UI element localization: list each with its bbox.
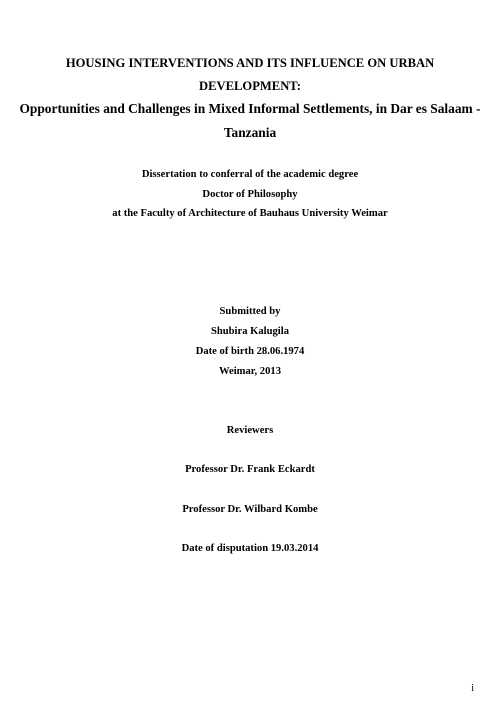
degree-line-3: at the Faculty of Architecture of Bauhaus University Weimar	[112, 208, 388, 219]
subtitle-line-1: Opportunities and Challenges in Mixed Informal Settlements, in Dar es Salaam -	[19, 101, 481, 116]
disputation-date: Date of disputation 19.03.2014	[181, 543, 319, 554]
reviewers-heading: Reviewers	[226, 425, 274, 436]
page-number: i	[471, 683, 474, 694]
reviewer-1: Professor Dr. Frank Eckardt	[185, 464, 315, 475]
place-year: Weimar, 2013	[219, 366, 281, 377]
title-line-2: DEVELOPMENT:	[199, 79, 301, 93]
reviewer-2: Professor Dr. Wilbard Kombe	[182, 504, 318, 515]
title-line-1: HOUSING INTERVENTIONS AND ITS INFLUENCE ON URBAN	[65, 56, 435, 70]
subtitle-line-2: Tanzania	[223, 125, 277, 140]
date-of-birth: Date of birth 28.06.1974	[195, 346, 305, 357]
degree-line-2: Doctor of Philosophy	[202, 189, 298, 200]
degree-line-1: Dissertation to conferral of the academic degree	[141, 169, 359, 180]
submitted-by-label: Submitted by	[219, 306, 281, 317]
author-name: Shubira Kalugila	[210, 326, 289, 337]
